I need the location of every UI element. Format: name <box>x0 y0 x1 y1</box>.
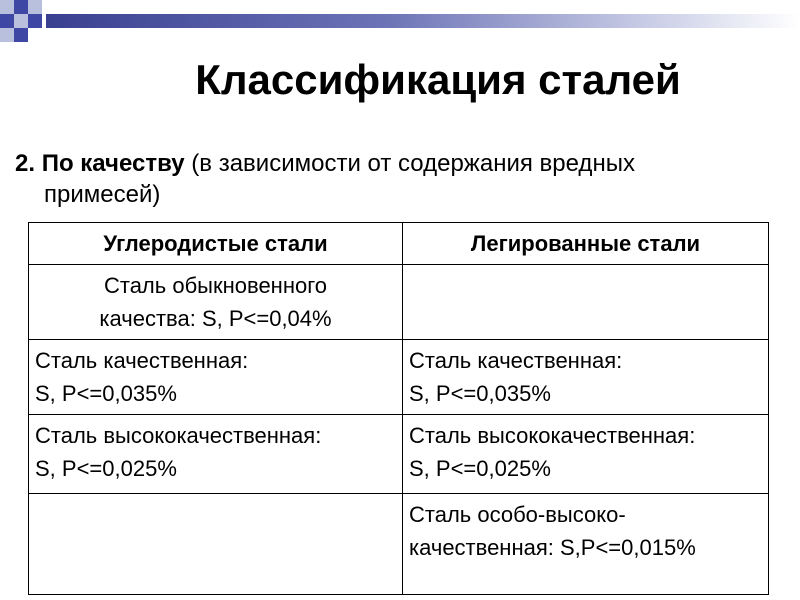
steel-quality-table <box>28 222 769 595</box>
cell-line: S, P<=0,025% <box>35 456 177 481</box>
cell-line: Сталь высококачественная: <box>35 423 322 448</box>
corner-square-decoration <box>14 14 28 28</box>
cell-line: S, P<=0,025% <box>409 456 551 481</box>
corner-square-decoration <box>28 0 42 14</box>
section-heading <box>15 148 735 210</box>
table-cell-carbon <box>29 415 403 494</box>
corner-square-decoration <box>0 28 14 42</box>
table-cell-carbon <box>29 340 403 415</box>
cell-line: S, P<=0,035% <box>35 381 177 406</box>
table-cell-alloy <box>403 340 769 415</box>
cell-line: качества: S, P<=0,04% <box>99 306 332 331</box>
slide-title: Классификация сталей <box>195 56 681 103</box>
cell-line: Сталь высококачественная: <box>409 423 696 448</box>
corner-square-decoration <box>0 14 14 28</box>
section-number: 2. <box>15 150 36 177</box>
cell-line: Сталь особо-высоко- <box>409 502 626 527</box>
cell-line: качественная: S,P<=0,015% <box>409 535 696 560</box>
table-cell-carbon <box>29 265 403 340</box>
table-row <box>29 494 769 595</box>
table-cell-alloy <box>403 494 769 595</box>
corner-square-decoration <box>28 14 42 28</box>
cell-line: Сталь обыкновенного <box>103 273 327 298</box>
section-criterion: По качеству <box>41 150 185 177</box>
section-note: (в зависимости от содержания вредных <box>191 150 635 177</box>
header-gradient-bar <box>46 14 800 28</box>
table-cell-alloy <box>403 415 769 494</box>
column-header-carbon: Углеродистые стали <box>29 223 403 265</box>
cell-line: Сталь качественная: <box>409 348 623 373</box>
table-row <box>29 265 769 340</box>
corner-square-decoration <box>0 0 14 14</box>
cell-line: Сталь качественная: <box>35 348 249 373</box>
table-row <box>29 340 769 415</box>
cell-line: S, P<=0,035% <box>409 381 551 406</box>
table-cell-carbon-empty <box>29 494 403 595</box>
corner-square-decoration <box>14 28 28 42</box>
column-header-alloy: Легированные стали <box>403 223 769 265</box>
table-row <box>29 415 769 494</box>
section-note-continued: примесей) <box>44 181 161 208</box>
corner-square-decoration <box>14 0 28 14</box>
table-header-row <box>29 223 769 265</box>
table-cell-alloy-empty <box>403 265 769 340</box>
